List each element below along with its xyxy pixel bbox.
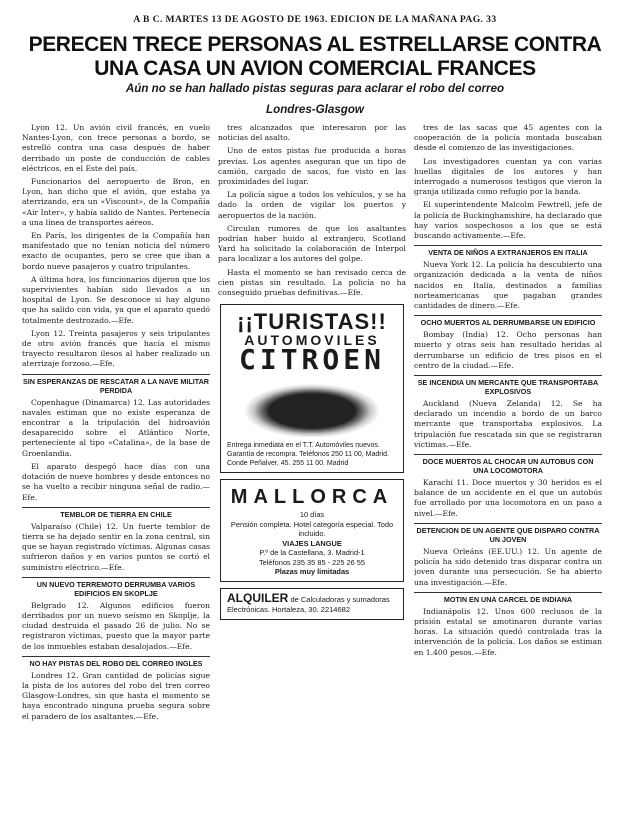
article-paragraph: tres de las sacas que 45 agentes con la cooperación de la policía montada buscaban desde el comienzo de las investigaciones. xyxy=(414,123,602,153)
deck-line-2: Londres-Glasgow xyxy=(266,103,364,116)
subheading: SE INCENDIA UN MERCANTE QUE TRANSPORTABA EXPLOSIVOS xyxy=(414,375,602,396)
article-paragraph: El superintendente Malcolm Fewtrell, jefe de la policía de Buckinghamshire, ha declarado que hay varios sospechosos a los que se está buscando activamente.—Efe. xyxy=(414,200,602,241)
article-paragraph: Lyon 12. Un avión civil francés, en vuelo Nantes-Lyon, con trece personas a bordo, se estrelló contra una casa después de haber derribado un poste de conducción de cables eléctricos, en el Este del país. xyxy=(22,123,210,173)
ad-brand: CITROEN xyxy=(238,343,385,377)
subheading: DETENCION DE UN AGENTE QUE DISPARO CONTRA UN JOVEN xyxy=(414,523,602,544)
article-paragraph: Londres 12. Gran cantidad de policías sigue la pista de los autores del robo del tren correo Glasgow-Londres, sin que hasta el momento se haya encontrado ninguna prueba segura sobre el paradero de los asaltantes.—Efe. xyxy=(22,670,210,721)
article-paragraph: Lyon 12. Treinta pasajeros y seis tripulantes de otro avión francés que hacía el mismo trayecto resultaron ilesos al haber realizado un aterrizaje forzoso.—Efe. xyxy=(22,328,210,369)
article-paragraph: El aparato despegó hace días con una dotación de nueve hombres y desde entonces no se ha vuelto a recibir ninguna señal de radio.—Efe. xyxy=(22,461,210,502)
headline-line-2: UNA CASA UN AVION COMERCIAL FRANCES xyxy=(94,57,536,80)
column-1 xyxy=(22,123,210,823)
article-paragraph: Indianápolis 12. Unos 600 reclusos de la prisión estatal se amotinaron durante varias horas. La situación quedó controlada tras la intervención de la policía. Los daños se estiman en 1.400 pesos.—Efe. xyxy=(414,606,602,657)
ad-text: Entrega inmediata en el T.T. Automóviles nuevos. Garantía de recompra. Teléfonos 250 11 00, Madrid. xyxy=(227,442,390,459)
ad-seats: Plazas muy limitadas xyxy=(274,567,350,577)
subheading: UN NUEVO TERREMOTO DERRUMBA VARIOS EDIFICIOS EN SKOPLJE xyxy=(22,577,210,598)
column-3 xyxy=(414,123,602,823)
ad-title: ALQUILER xyxy=(227,590,289,605)
article-paragraph: Nueva Orleáns (EE.UU.) 12. Un agente de policía ha sido detenido tras disparar contra un joven durante una persecución. Se ha abierto una investigación.—Efe. xyxy=(414,546,602,587)
article-paragraph: tres alcanzados que interesaron por las noticias del asalto. xyxy=(218,123,406,143)
article-paragraph: En París, los dirigentes de la Compañía han manifestado que no tenían noticia del número exacto de ocupantes, pero se cree que iban a bordo nueve pasajeros y cuatro tripulantes. xyxy=(22,231,210,271)
article-paragraph: La policía sigue a todos los vehículos, y se ha dado la orden de vigilar los puertos y aeropuertos de la nación. xyxy=(218,190,406,220)
ad-address: P.º de la Castellana, 3. Madrid-1 xyxy=(259,548,365,558)
column-2 xyxy=(218,123,406,823)
article-paragraph: Auckland (Nueva Zelanda) 12. Se ha declarado un incendio a bordo de un barco mercante que transportaba explosivos. La tripulación fue rescatada sin que se registraran víctimas.—Efe. xyxy=(414,399,602,449)
citroen-advertisement xyxy=(220,304,404,473)
ad-subtitle: AUTOMOVILES xyxy=(244,332,380,349)
article-paragraph: Hasta el momento se han revisado cerca de cien pistas sin resultado. La policía no ha conseguido pruebas definitivas.—Efe. xyxy=(218,267,406,298)
subheading: NO HAY PISTAS DEL ROBO DEL CORREO INGLES xyxy=(22,656,210,668)
article-paragraph: Funcionarios del aeropuerto de Bron, en Lyon, han dicho que el avión, que estaba ya aterrizando, era un «Viscount», de la Compañía «Air Inter», y había salido de Nantes. Pertenecía a una línea de transportes aéreos. xyxy=(22,177,210,227)
ad-agency: VIAJES LANGUE xyxy=(282,538,342,548)
article-paragraph: Valparaíso (Chile) 12. Un fuerte temblor de tierra se ha dejado sentir en la zona central, sin que se hayan registrado víctimas. Algunas casas sufrieron daños y en varios puntos se cortó el suministro eléctrico.—Efe. xyxy=(22,521,210,572)
article-paragraph: Belgrado 12. Algunos edificios fueron derribados por un nuevo seísmo en Skoplje, la ciudad destruida el pasado 26 de julio. No se registraron víctimas, puesto que la mayor parte de los inmuebles estaban desalojados.—Efe. xyxy=(22,600,210,651)
ad-text: de Calculadoras y sumadoras Electrónicas. Hortaleza, 30. 2214682 xyxy=(227,594,390,615)
deck-line-1: Aún no se han hallado pistas seguras para aclarar el robo del correo xyxy=(125,82,505,95)
mallorca-advertisement xyxy=(220,479,404,582)
ad-title: MALLORCA xyxy=(230,486,394,509)
subheading: OCHO MUERTOS AL DERRUMBARSE UN EDIFICIO xyxy=(414,315,602,327)
running-head: A B C. MARTES 13 DE AGOSTO DE 1963. EDICION DE LA MAÑANA PAG. 33 xyxy=(133,14,497,25)
ad-days: 10 días xyxy=(299,510,325,520)
ad-line: Pensión completa. Hotel categoría especial. Todo incluido. xyxy=(230,519,394,539)
subheading: DOCE MUERTOS AL CHOCAR UN AUTOBUS CON UNA LOCOMOTORA xyxy=(414,454,602,475)
article-paragraph: Uno de estos pistas fue producida a horas previas. Los agentes aseguran que un tipo de camión, cargado de sacos, fue visto en las proximidades del lugar. xyxy=(218,146,406,187)
alquiler-advertisement xyxy=(220,588,404,620)
headline-line-1: PERECEN TRECE PERSONAS AL ESTRELLARSE CONTRA xyxy=(28,33,602,56)
subheading: MOTIN EN UNA CARCEL DE INDIANA xyxy=(414,592,602,604)
subheading: TEMBLOR DE TIERRA EN CHILE xyxy=(22,507,210,519)
article-paragraph: A última hora, los funcionarios dijeron que los supervivientes habían sido llevados a un hospital de Lyon. Se desconoce si hay alguno que ha salido con vida, ya que el aparato quedó totalmente destrozado.—Efe. xyxy=(22,274,210,325)
ad-address: Conde Peñalver, 45. 255 11 00. Madrid xyxy=(227,460,349,468)
article-paragraph: Copenhague (Dinamarca) 12. Las autoridades navales estiman que no existe esperanza de encontrar a la tripulación del hidroavión desaparecido sobre el Atlántico Norte, perteneciente al tipo «Catalina», de la base de Groenlandia. xyxy=(22,397,210,458)
article-paragraph: Los investigadores cuentan ya con varias huellas digitales de los autores y han interrogado a numerosos testigos que vieron la granja utilizada como refugio por la banda. xyxy=(414,156,602,197)
ad-tagline: ¡¡TURISTAS!! xyxy=(237,309,387,335)
article-paragraph: Bombay (India) 12. Ocho personas han muerto y otras seis han resultado heridas al derrumbarse un edificio de tres pisos en el centro de la ciudad.—Efe. xyxy=(414,330,602,370)
article-paragraph: Nueva York 12. La policía ha descubierto una organización dedicada a la venta de niños nacidos en Italia, destinados a familias norteamericanas que pagaban grandes cantidades de dinero.—Efe. xyxy=(414,260,602,311)
ad-phones: Teléfonos 235 35 85 - 225 26 55 xyxy=(258,557,366,567)
subheading: SIN ESPERANZAS DE RESCATAR A LA NAVE MILITAR PERDIDA xyxy=(22,374,210,395)
article-paragraph: Circulan rumores de que los asaltantes podrían haber huido al extranjero. Scotland Yard ha solicitado la colaboración de Interpol para localizar a los autores del golpe. xyxy=(218,223,406,264)
subheading: VENTA DE NIÑOS A EXTRANJEROS EN ITALIA xyxy=(414,245,602,257)
car-illustration xyxy=(232,379,392,437)
columns xyxy=(22,123,608,823)
article-paragraph: Karachi 11. Doce muertos y 30 heridos es el balance de un accidente en el que un autobús fue arrollado por una locomotora en un paso a nivel.—Efe. xyxy=(414,478,602,518)
